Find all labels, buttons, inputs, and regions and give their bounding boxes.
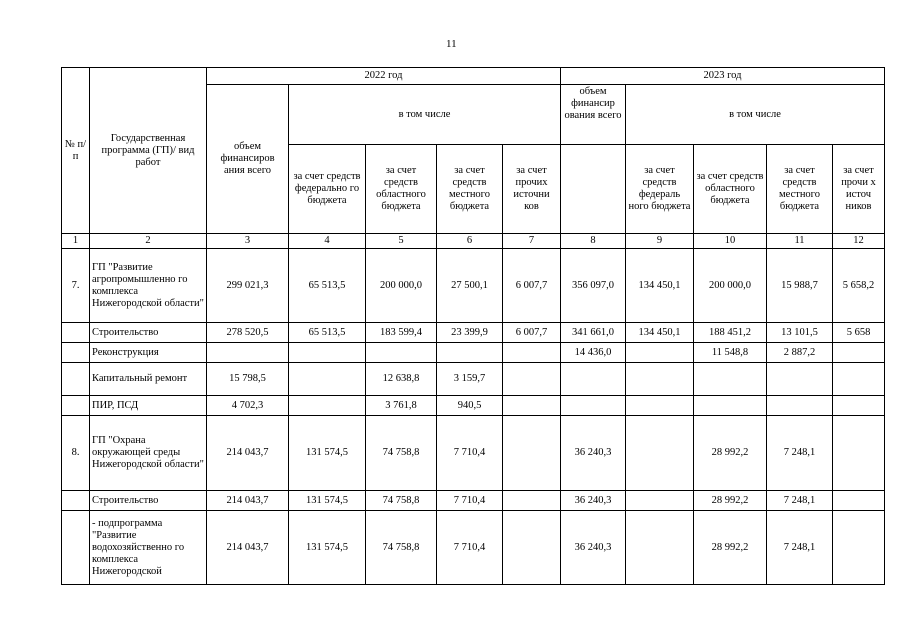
cell-value: 2 887,2 [767, 343, 833, 363]
index-cell: 5 [366, 234, 437, 249]
header-2023-empty [561, 145, 626, 234]
cell-value: 74 758,8 [366, 491, 437, 511]
row-num [62, 396, 90, 416]
cell-value: 74 758,8 [366, 416, 437, 491]
header-incl-2022: в том числе [289, 85, 561, 145]
cell-value: 28 992,2 [694, 491, 767, 511]
cell-value [626, 343, 694, 363]
row-num [62, 343, 90, 363]
index-cell: 3 [207, 234, 289, 249]
header-incl-2023: в том числе [626, 85, 885, 145]
cell-value: 36 240,3 [561, 491, 626, 511]
cell-value: 7 710,4 [437, 491, 503, 511]
cell-value: 4 702,3 [207, 396, 289, 416]
header-2022-federal: за счет средств федерально го бюджета [289, 145, 366, 234]
cell-value [626, 396, 694, 416]
cell-value: 28 992,2 [694, 511, 767, 585]
cell-value [207, 343, 289, 363]
cell-value: 940,5 [437, 396, 503, 416]
cell-value: 5 658 [833, 323, 885, 343]
cell-value [626, 491, 694, 511]
cell-value [289, 396, 366, 416]
header-num: № п/п [62, 68, 90, 234]
header-2023-regional: за счет средств областного бюджета [694, 145, 767, 234]
index-cell: 1 [62, 234, 90, 249]
cell-value: 7 710,4 [437, 511, 503, 585]
cell-value: 134 450,1 [626, 249, 694, 323]
cell-value: 131 574,5 [289, 511, 366, 585]
cell-value [503, 343, 561, 363]
cell-value: 14 436,0 [561, 343, 626, 363]
column-index-row [62, 234, 885, 249]
cell-value [503, 491, 561, 511]
header-2023-other: за счет прочи х источ ников [833, 145, 885, 234]
row-program: ГП "Развитие агропромышленно го комплекса Нижегородской области" [90, 249, 207, 323]
header-program: Государственная программа (ГП)/ вид работ [90, 68, 207, 234]
cell-value: 5 658,2 [833, 249, 885, 323]
table-row [62, 249, 885, 323]
row-num [62, 511, 90, 585]
index-cell: 9 [626, 234, 694, 249]
cell-value [767, 363, 833, 396]
index-cell: 10 [694, 234, 767, 249]
header-2023-federal: за счет средств федераль ного бюджета [626, 145, 694, 234]
header-row-years [62, 68, 885, 85]
cell-value: 15 988,7 [767, 249, 833, 323]
row-program: - подпрограмма "Развитие водохозяйственно го комплекса Нижегородской [90, 511, 207, 585]
row-num [62, 491, 90, 511]
cell-value [833, 396, 885, 416]
cell-value: 3 761,8 [366, 396, 437, 416]
cell-value: 278 520,5 [207, 323, 289, 343]
cell-value: 15 798,5 [207, 363, 289, 396]
cell-value: 7 248,1 [767, 491, 833, 511]
index-cell: 6 [437, 234, 503, 249]
cell-value [833, 491, 885, 511]
cell-value [289, 343, 366, 363]
row-num: 7. [62, 249, 90, 323]
cell-value [694, 396, 767, 416]
cell-value: 7 248,1 [767, 416, 833, 491]
row-program: Строительство [90, 323, 207, 343]
cell-value: 214 043,7 [207, 416, 289, 491]
cell-value: 36 240,3 [561, 416, 626, 491]
cell-value [833, 416, 885, 491]
cell-value: 299 021,3 [207, 249, 289, 323]
header-2022-other: за счет прочих источни ков [503, 145, 561, 234]
cell-value [626, 416, 694, 491]
cell-value: 7 710,4 [437, 416, 503, 491]
cell-value: 134 450,1 [626, 323, 694, 343]
cell-value: 23 399,9 [437, 323, 503, 343]
cell-value: 13 101,5 [767, 323, 833, 343]
cell-value [503, 511, 561, 585]
page-number: 11 [446, 38, 457, 50]
cell-value [561, 363, 626, 396]
cell-value: 6 007,7 [503, 249, 561, 323]
cell-value: 11 548,8 [694, 343, 767, 363]
table-row [62, 363, 885, 396]
header-total-2023: объем финансир ования всего [561, 85, 626, 145]
cell-value: 183 599,4 [366, 323, 437, 343]
index-cell: 11 [767, 234, 833, 249]
cell-value: 200 000,0 [366, 249, 437, 323]
table-row [62, 511, 885, 585]
cell-value: 36 240,3 [561, 511, 626, 585]
table-row [62, 323, 885, 343]
row-program: ГП "Охрана окружающей среды Нижегородской области" [90, 416, 207, 491]
header-2023-local: за счет средств местного бюджета [767, 145, 833, 234]
cell-value [833, 511, 885, 585]
cell-value: 341 661,0 [561, 323, 626, 343]
cell-value [503, 363, 561, 396]
cell-value [833, 363, 885, 396]
header-2022-local: за счет средств местного бюджета [437, 145, 503, 234]
row-program: Реконструкция [90, 343, 207, 363]
index-cell: 7 [503, 234, 561, 249]
cell-value: 131 574,5 [289, 416, 366, 491]
cell-value: 6 007,7 [503, 323, 561, 343]
cell-value: 214 043,7 [207, 511, 289, 585]
index-cell: 4 [289, 234, 366, 249]
header-year-2022: 2022 год [207, 68, 561, 85]
cell-value: 3 159,7 [437, 363, 503, 396]
header-total-2022: объем финансиров ания всего [207, 85, 289, 234]
header-2022-regional: за счет средств областного бюджета [366, 145, 437, 234]
index-cell: 8 [561, 234, 626, 249]
row-num [62, 363, 90, 396]
row-program: ПИР, ПСД [90, 396, 207, 416]
table-row [62, 491, 885, 511]
row-program: Капитальный ремонт [90, 363, 207, 396]
index-cell: 12 [833, 234, 885, 249]
header-year-2023: 2023 год [561, 68, 885, 85]
cell-value [767, 396, 833, 416]
cell-value: 131 574,5 [289, 491, 366, 511]
table-row [62, 343, 885, 363]
row-program: Строительство [90, 491, 207, 511]
table-row [62, 396, 885, 416]
cell-value: 27 500,1 [437, 249, 503, 323]
cell-value: 356 097,0 [561, 249, 626, 323]
cell-value [503, 416, 561, 491]
cell-value [626, 511, 694, 585]
cell-value: 65 513,5 [289, 323, 366, 343]
table-row [62, 416, 885, 491]
cell-value [503, 396, 561, 416]
cell-value [289, 363, 366, 396]
cell-value: 65 513,5 [289, 249, 366, 323]
row-num [62, 323, 90, 343]
cell-value [833, 343, 885, 363]
cell-value [366, 343, 437, 363]
index-cell: 2 [90, 234, 207, 249]
financing-table [61, 67, 885, 585]
cell-value: 200 000,0 [694, 249, 767, 323]
cell-value: 74 758,8 [366, 511, 437, 585]
cell-value: 28 992,2 [694, 416, 767, 491]
cell-value: 12 638,8 [366, 363, 437, 396]
cell-value [561, 396, 626, 416]
cell-value [626, 363, 694, 396]
row-num: 8. [62, 416, 90, 491]
cell-value [437, 343, 503, 363]
cell-value: 214 043,7 [207, 491, 289, 511]
cell-value [694, 363, 767, 396]
cell-value: 188 451,2 [694, 323, 767, 343]
cell-value: 7 248,1 [767, 511, 833, 585]
